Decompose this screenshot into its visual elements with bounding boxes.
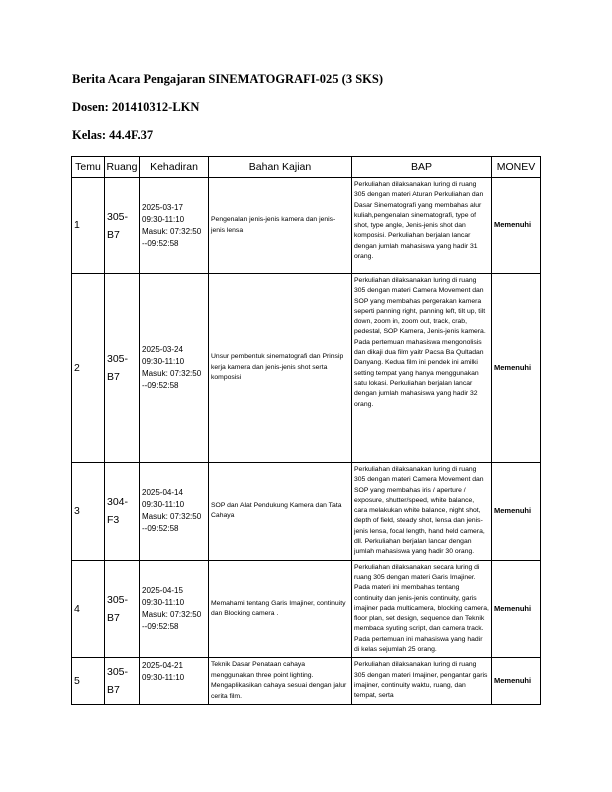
table-row xyxy=(72,560,541,658)
kehadiran-time: 09:30-11:10 xyxy=(142,500,185,510)
cell-temu: 2 xyxy=(72,274,105,463)
cell-kehadiran xyxy=(140,560,209,658)
kehadiran-date: 2025-04-15 xyxy=(142,586,183,595)
cell-ruang: 304-F3 xyxy=(105,463,140,561)
col-header-monev: MONEV xyxy=(492,157,541,178)
cell-bahan-kajian: Pengenalan jenis-jenis kamera dan jenis-jenis lensa xyxy=(209,178,352,274)
cell-bap: Perkuliahan dilaksanakan luring di ruang 305 dengan materi Imajiner, pengantar garis imajiner, continuity waktu, ruang, dan tempat, serta xyxy=(352,658,492,705)
kehadiran-masuk: Masuk: 07:32:50 xyxy=(142,610,202,619)
table-row xyxy=(72,463,541,561)
kehadiran-date: 2025-03-17 xyxy=(142,202,183,212)
kehadiran-masuk: Masuk: 07:32:50 xyxy=(142,369,202,378)
cell-bahan-kajian: Unsur pembentuk sinematografi dan Prinsip kerja kamera dan jenis-jenis shot serta komposisi xyxy=(209,274,352,463)
teaching-record-table xyxy=(71,156,541,705)
cell-bahan-kajian: Teknik Dasar Penataan cahaya menggunakan three point lighting. Mengaplikasikan cahaya sesuai dengan jalur cerita film. xyxy=(209,658,352,705)
cell-kehadiran xyxy=(140,274,209,463)
cell-bap: Perkuliahan dilaksanakan luring di ruang 305 dengan materi Camera Movement dan SOP yang membahas iris / aperture / exposure, shutter/speed, white balance, cara melakukan white balance, night shot, depth of field, steady shot, lensa dan jenis-jenis lensa, focal length, hand held camera, dll. Perkuliahan berjalan lancar dengan jumlah mahasiswa yang hadir 30 orang. xyxy=(352,463,492,561)
col-header-kehadiran: Kehadiran xyxy=(140,157,209,178)
cell-temu: 1 xyxy=(72,178,105,274)
kehadiran-keluar: --09:52:58 xyxy=(142,238,179,248)
kehadiran-time: 09:30-11:10 xyxy=(142,357,185,366)
class-label: Kelas: 44.4F.37 xyxy=(72,128,154,142)
cell-ruang: 305-B7 xyxy=(105,274,140,463)
cell-ruang: 305-B7 xyxy=(105,178,140,274)
kehadiran-keluar: --09:52:58 xyxy=(142,622,179,631)
col-header-temu: Temu xyxy=(72,157,105,178)
col-header-bap: BAP xyxy=(352,157,492,178)
table-row xyxy=(72,178,541,274)
lecturer-label: Dosen: 201410312-LKN xyxy=(72,100,200,114)
table-row xyxy=(72,274,541,463)
cell-bap: Perkuliahan dilaksanakan secara luring di ruang 305 dengan materi Garis Imajiner. Pada materi ini membahas tentang continuity dan jenis-jenis continuity, garis imajiner pada multicamera, blocking camera, floor plan, set design, sequence dan Teknik membaca syuting script, dan camera track. Pada pertemuan ini mahasiswa yang hadir di kelas sejumlah 25 orang. xyxy=(352,560,492,658)
kehadiran-masuk: Masuk: 07:32:50 xyxy=(142,512,202,522)
cell-temu: 5 xyxy=(72,658,105,705)
kehadiran-date: 2025-04-14 xyxy=(142,488,183,498)
kehadiran-time: 09:30-11:10 xyxy=(142,673,185,683)
document-title: Berita Acara Pengajaran SINEMATOGRAFI-025 (3 SKS) xyxy=(72,72,383,86)
cell-kehadiran xyxy=(140,178,209,274)
cell-bap: Perkuliahan dilaksanakan luring di ruang 305 dengan materi Aturan Perkuliahan dan Dasar Sinematografi yang membahas alur kuliah,pengenalan sinematografi, type of shot, type angle, Jenis-jenis shot dan komposisi. Perkuliahan berjalan lancar dengan jumlah mahasiswa yang hadir 31 orang. xyxy=(352,178,492,274)
cell-kehadiran xyxy=(140,658,209,705)
table-row xyxy=(72,658,541,705)
cell-ruang: 305-B7 xyxy=(105,560,140,658)
cell-kehadiran xyxy=(140,463,209,561)
table-header-row xyxy=(72,157,541,178)
cell-bahan-kajian: Memahami tentang Garis Imajiner, continuity dan Blocking camera . xyxy=(209,560,352,658)
kehadiran-date: 2025-03-24 xyxy=(142,345,183,354)
cell-bap: Perkuliahan dilaksanakan luring di ruang 305 dengan materi Camera Movement dan SOP yang membahas pergerakan kamera seperti panning right, panning left, tilt up, tilt down, zoom in, zoom out, track, crab, pedestal, SOP Kamera, Jenis-jenis kamera. Pada pertemuan mahasiswa mengonolisis dan dikaji dua film yaitr Pacsa Ba Qultadan Danyang. Kedua film ini pendek ini amilki setting tempat yang hanya menggunakan satu lokasi. Perkuliahan berjalan lancar dengan jumlah mahasiswa yang hadir 32 orang. xyxy=(352,274,492,463)
cell-ruang: 305-B7 xyxy=(105,658,140,705)
cell-monev: Memenuhi xyxy=(492,178,541,274)
col-header-bahan-kajian: Bahan Kajian xyxy=(209,157,352,178)
kehadiran-keluar: --09:52:58 xyxy=(142,524,179,534)
cell-monev: Memenuhi xyxy=(492,560,541,658)
cell-monev: Memenuhi xyxy=(492,274,541,463)
kehadiran-masuk: Masuk: 07:32:50 xyxy=(142,226,202,236)
kehadiran-date: 2025-04-21 xyxy=(142,661,183,671)
cell-temu: 3 xyxy=(72,463,105,561)
kehadiran-time: 09:30-11:10 xyxy=(142,214,185,224)
kehadiran-time: 09:30-11:10 xyxy=(142,598,185,607)
cell-monev: Memenuhi xyxy=(492,658,541,705)
col-header-ruang: Ruang xyxy=(105,157,140,178)
cell-monev: Memenuhi xyxy=(492,463,541,561)
cell-temu: 4 xyxy=(72,560,105,658)
kehadiran-keluar: --09:52:58 xyxy=(142,381,179,390)
cell-bahan-kajian: SOP dan Alat Pendukung Kamera dan Tata Cahaya xyxy=(209,463,352,561)
